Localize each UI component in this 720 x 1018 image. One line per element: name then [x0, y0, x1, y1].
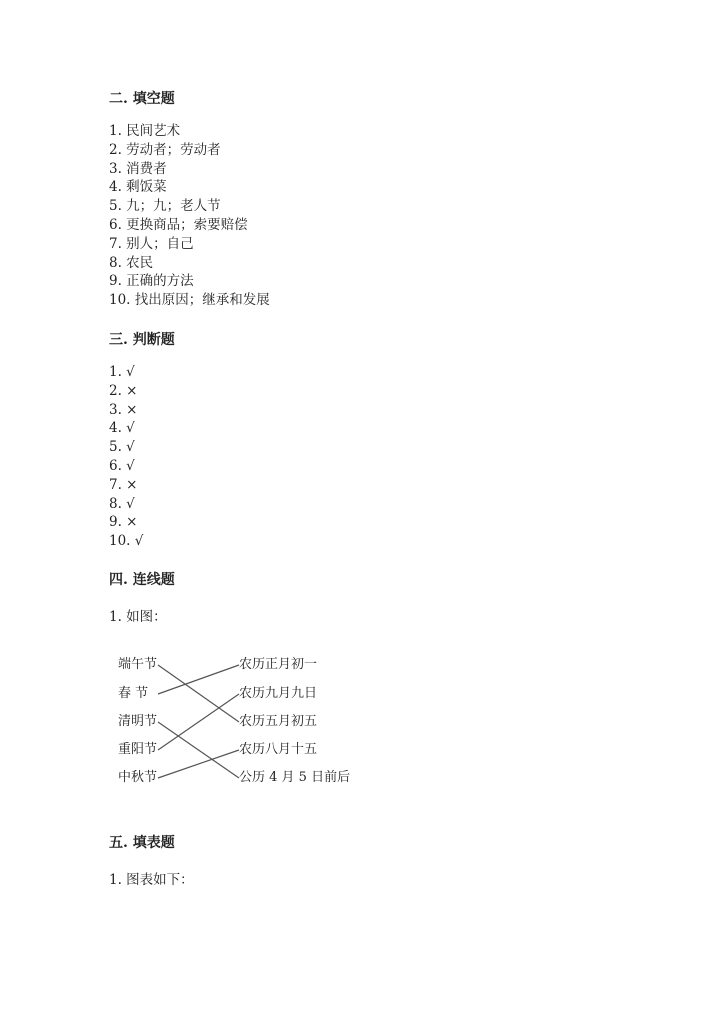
- list-item: 10. 找出原因；继承和发展: [109, 292, 270, 309]
- match-line-1: [158, 665, 239, 722]
- list-item: 6. √: [109, 457, 135, 474]
- list-item: 4. 剩饭菜: [109, 179, 167, 196]
- list-item: 7. ×: [109, 476, 138, 493]
- section-title-true-false: 三. 判断题: [109, 332, 175, 348]
- list-item: 5. 九；九；老人节: [109, 198, 221, 215]
- left-item-qingming: 清明节: [118, 714, 158, 729]
- match-line-3: [158, 722, 239, 778]
- left-item-duanwu: 端午节: [118, 657, 158, 672]
- list-item: 8. 农民: [109, 254, 154, 271]
- match-line-4: [158, 694, 239, 750]
- list-item: 4. √: [109, 420, 135, 437]
- right-item-4: 农历八月十五: [239, 742, 318, 757]
- section-title-matching: 四. 连线题: [109, 572, 175, 588]
- list-item: 6. 更换商品；索要赔偿: [109, 216, 248, 233]
- list-item: 3. ×: [109, 401, 138, 418]
- list-item: 3. 消费者: [109, 160, 167, 177]
- list-item: 9. ×: [109, 514, 138, 531]
- list-item: 7. 别人；自己: [109, 235, 194, 252]
- match-line-5: [158, 750, 239, 778]
- true-false-answer-list: [109, 363, 143, 551]
- section-title-fill-blank: 二. 填空题: [109, 91, 175, 107]
- match-line-2: [158, 665, 239, 694]
- fill-blank-answer-list: [109, 122, 270, 310]
- right-item-2: 农历九月九日: [239, 686, 318, 701]
- left-item-chunjie: 春 节: [118, 686, 149, 701]
- left-item-chongyang: 重阳节: [118, 742, 158, 757]
- right-item-5: 公历 4 月 5 日前后: [239, 770, 351, 785]
- list-item: 10. √: [109, 533, 144, 550]
- table-question-label: 1. 图表如下：: [109, 872, 194, 888]
- list-item: 9. 正确的方法: [109, 273, 194, 290]
- right-item-3: 农历五月初五: [239, 714, 318, 729]
- right-item-1: 农历正月初一: [239, 657, 318, 672]
- list-item: 5. √: [109, 439, 135, 456]
- matching-diagram: [110, 648, 370, 798]
- left-item-zhongqiu: 中秋节: [118, 770, 158, 785]
- list-item: 2. 劳动者；劳动者: [109, 141, 221, 158]
- list-item: 1. √: [109, 364, 135, 380]
- matching-question-label: 1. 如图：: [109, 609, 167, 625]
- list-item: 8. √: [109, 495, 135, 512]
- list-item: 2. ×: [109, 382, 138, 399]
- list-item: 1. 民间艺术: [109, 123, 181, 139]
- section-title-table: 五. 填表题: [109, 835, 175, 851]
